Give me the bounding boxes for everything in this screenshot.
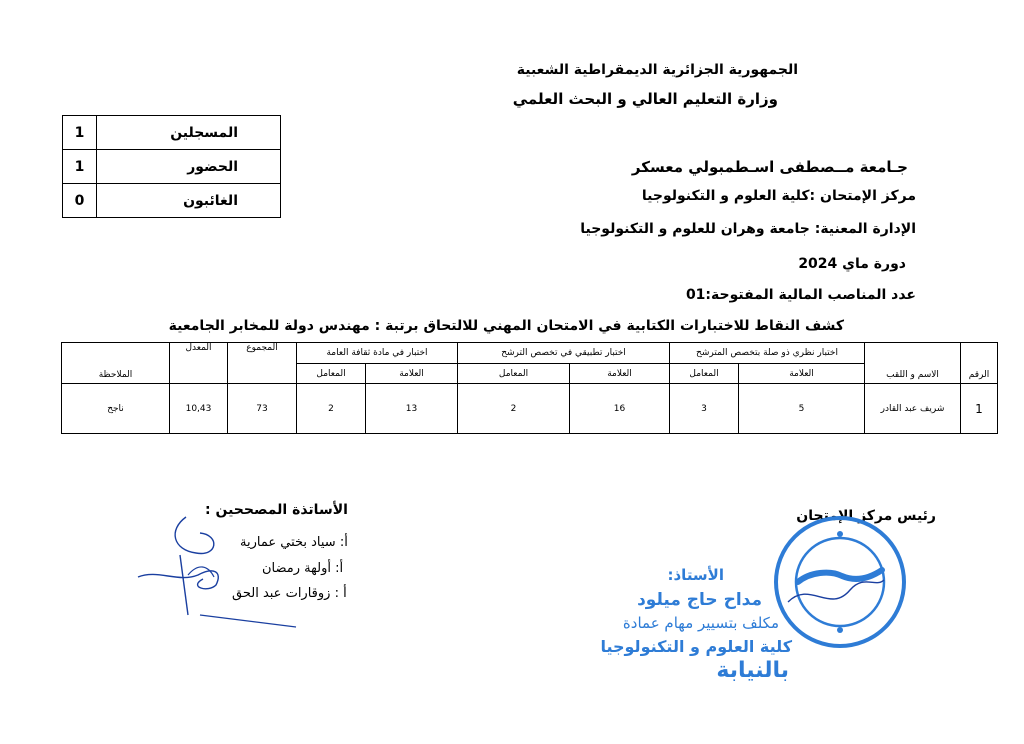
stats-label: الحضور xyxy=(97,150,281,184)
header-exam-culture: اختبار في مادة ثقافة العامة xyxy=(297,343,458,364)
header-exam-theory: اختبار نظري ذو صلة بتخصص المترشح xyxy=(670,343,865,364)
stamp-name: مداح حاج ميلود xyxy=(637,590,762,610)
open-posts: عدد المناصب المالية المفتوحة:01 xyxy=(685,287,916,303)
table-row xyxy=(62,384,998,434)
center-head-signature xyxy=(780,562,890,622)
republic-title: الجمهورية الجزائرية الديمقراطية الشعبية xyxy=(516,62,798,78)
cell-exam1-coef: 3 xyxy=(670,384,739,434)
document-title: كشف النقاط للاختبارات الكتابية في الامتحان المهني للالتحاق برتبة : مهندس دولة للمخابر الجامعية xyxy=(168,318,844,334)
header-mark: العلامة xyxy=(570,364,670,384)
header-remarks: الملاحظة xyxy=(62,343,170,384)
stats-row xyxy=(63,184,281,218)
cell-remarks: ناجح xyxy=(62,384,170,434)
stats-label: الغائبون xyxy=(97,184,281,218)
stamp-title: الأستاذ: xyxy=(667,566,724,584)
cell-total: 73 xyxy=(228,384,297,434)
session: دورة ماي 2024 xyxy=(798,256,906,272)
header-number: الرقم xyxy=(961,343,998,384)
header-name: الاسم و اللقب xyxy=(865,343,961,384)
cell-exam3-mark: 13 xyxy=(366,384,458,434)
stamp-faculty: كلية العلوم و التكنولوجيا xyxy=(600,637,792,656)
stats-value: 1 xyxy=(63,150,97,184)
attendance-stats-table xyxy=(62,115,281,218)
stats-row xyxy=(63,116,281,150)
administration: الإدارة المعنية: جامعة وهران للعلوم و التكنولوجيا xyxy=(580,221,916,237)
header-coef: المعامل xyxy=(458,364,570,384)
cell-average: 10,43 xyxy=(170,384,228,434)
cell-exam2-coef: 2 xyxy=(458,384,570,434)
corrector-signature xyxy=(128,505,298,640)
corrector-name: أ : زوقارات عبد الحق xyxy=(232,586,347,601)
header-exam-practical: اختبار تطبيقي في تخصص الترشح xyxy=(458,343,670,364)
cell-name: شريف عبد القادر xyxy=(865,384,961,434)
header-total: المجموع xyxy=(228,343,297,364)
ministry-title: وزارة التعليم العالي و البحث العلمي xyxy=(512,90,778,108)
university-name: جـامعة مــصطفى اسـطمبولي معسكر xyxy=(631,158,908,176)
cell-exam3-coef: 2 xyxy=(297,384,366,434)
stamp-role: مكلف بتسيير مهام عمادة xyxy=(622,614,779,632)
header-coef: المعامل xyxy=(670,364,739,384)
stats-value: 0 xyxy=(63,184,97,218)
correctors-title: الأساتذة المصححين : xyxy=(205,502,348,518)
cell-number: 1 xyxy=(961,384,998,434)
cell-exam1-mark: 5 xyxy=(739,384,865,434)
header-mark: العلامة xyxy=(739,364,865,384)
cell-exam2-mark: 16 xyxy=(570,384,670,434)
corrector-name: أ: أولهة رمضان xyxy=(262,561,344,576)
header-mark: العلامة xyxy=(366,364,458,384)
corrector-name: أ: سياد بختي عمارية xyxy=(240,535,348,550)
stamp-interim: بالنيابة xyxy=(716,658,789,683)
grades-table xyxy=(61,342,998,434)
center-head-title: رئيس مركز الإمتحان xyxy=(796,508,936,524)
stats-label: المسجلين xyxy=(97,116,281,150)
exam-center: مركز الإمتحان :كلية العلوم و التكنولوجيا xyxy=(641,188,916,204)
stats-value: 1 xyxy=(63,116,97,150)
header-coef: المعامل xyxy=(297,364,366,384)
stats-row xyxy=(63,150,281,184)
header-average: المعدل xyxy=(170,343,228,364)
